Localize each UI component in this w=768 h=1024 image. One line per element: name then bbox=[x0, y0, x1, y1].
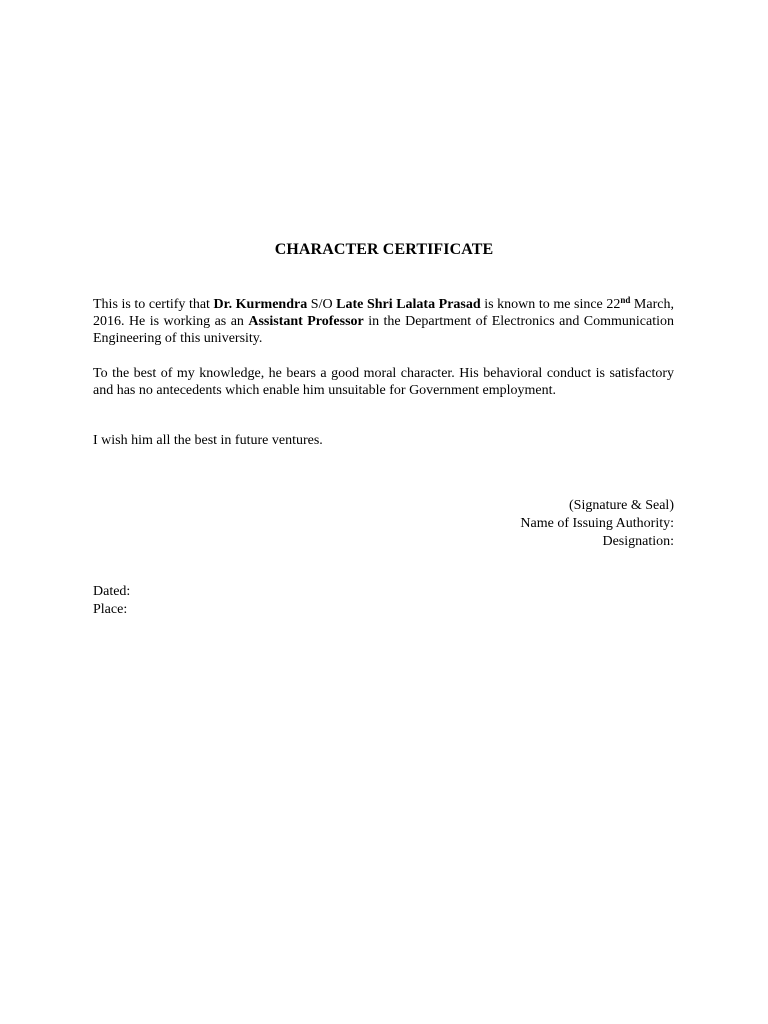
text-segment: This is to certify that bbox=[93, 297, 214, 312]
certificate-title: CHARACTER CERTIFICATE bbox=[274, 241, 494, 258]
footer-block bbox=[93, 583, 130, 619]
issuing-authority-label: Name of Issuing Authority: bbox=[520, 516, 674, 531]
wishes-paragraph: I wish him all the best in future ventures. bbox=[93, 433, 323, 448]
designation-text: Assistant Professor bbox=[248, 314, 364, 329]
character-paragraph: To the best of my knowledge, he bears a good moral character. His behavioral conduct is satisfactory and has no antecedents which enable him unsuitable for Government employment. bbox=[93, 366, 674, 398]
text-segment: is known to me since 22 bbox=[480, 297, 621, 312]
father-name: Late Shri Lalata Prasad bbox=[336, 297, 481, 312]
text-segment: March, 2016. He is working as an bbox=[93, 297, 674, 329]
signature-seal-label: (Signature & Seal) bbox=[569, 498, 674, 513]
ordinal-suffix: nd bbox=[620, 295, 631, 305]
designation-label: Designation: bbox=[602, 534, 674, 549]
text-segment: in the Department of Electronics and Communication Engineering of this university. bbox=[93, 314, 674, 346]
dated-label: Dated: bbox=[93, 584, 131, 599]
text-segment: S/O bbox=[307, 297, 337, 312]
certification-paragraph bbox=[93, 296, 674, 347]
person-name: Dr. Kurmendra bbox=[213, 297, 308, 312]
signature-block bbox=[520, 497, 674, 551]
place-label: Place: bbox=[93, 602, 128, 617]
